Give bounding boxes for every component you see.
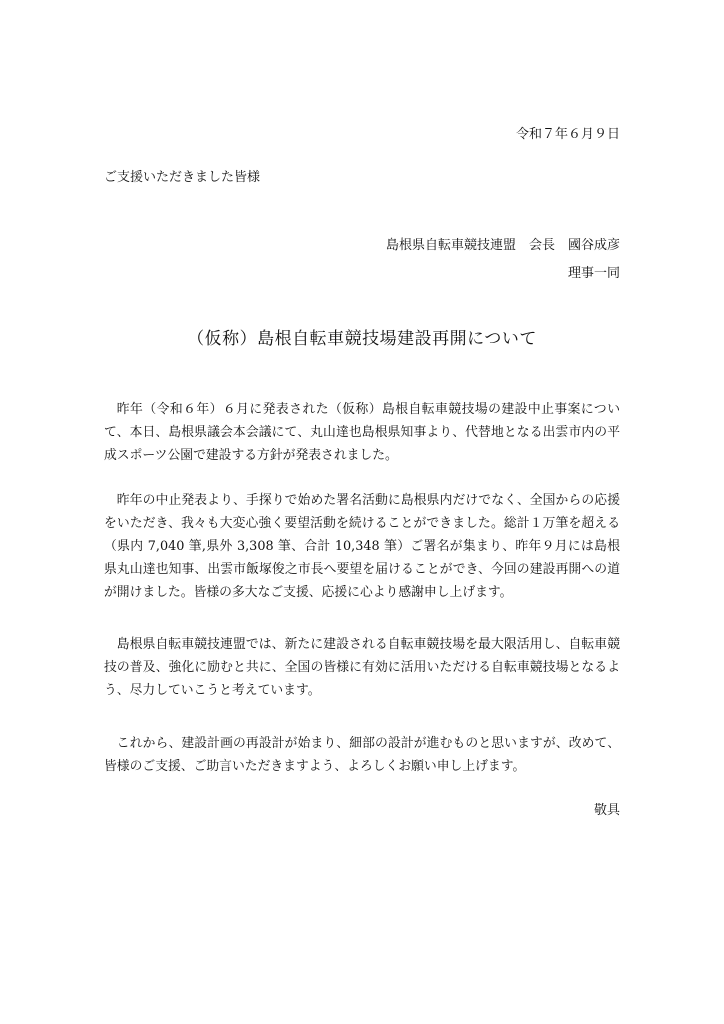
- body-paragraph-1: 昨年（令和６年）６月に発表された（仮称）島根自転車競技場の建設中止事案について、本日、島根県議会本会議にて、丸山達也島根県知事より、代替地となる出雲市内の平成スポーツ公園で建設する方針が発表されました。: [104, 402, 620, 463]
- sender-board: 理事一同: [567, 266, 620, 281]
- letter-title: （仮称）島根自転車競技場建設再開について: [187, 329, 537, 349]
- body-paragraph-3: 島根県自転車競技連盟では、新たに建設される自転車競技場を最大限活用し、自転車競技の普及、強化に励むと共に、全国の皆様に有効に活用いただける自転車競技場となるよう、尽力していこうと考えています。: [104, 637, 620, 698]
- letter-date: 令和７年６月９日: [515, 127, 620, 142]
- closing-remark: 敬具: [593, 803, 620, 818]
- body-paragraph-2: 昨年の中止発表より、手探りで始めた署名活動に島根県内だけでなく、全国からの応援をいただき、我々も大変心強く要望活動を続けることができました。総計１万筆を超える（県内 7,040 筆,県外 3,308 筆、合計 10,348 筆）ご署名が集まり、昨年９月には島根県丸山達也知事、出雲市飯塚俊之市長へ要望を届けることができ、今回の建設再開への道が開けました。皆様の多大なご支援、応援に心より感謝申し上げます。: [104, 493, 620, 600]
- sender-organization: 島根県自転車競技連盟 会長 國谷成彦: [385, 238, 620, 253]
- body-paragraph-4: これから、建設計画の再設計が始まり、細部の設計が進むものと思いますが、改めて、皆様のご支援、ご助言いただきますよう、よろしくお願い申し上げます。: [104, 736, 620, 774]
- salutation: ご支援いただきました皆様: [104, 170, 261, 185]
